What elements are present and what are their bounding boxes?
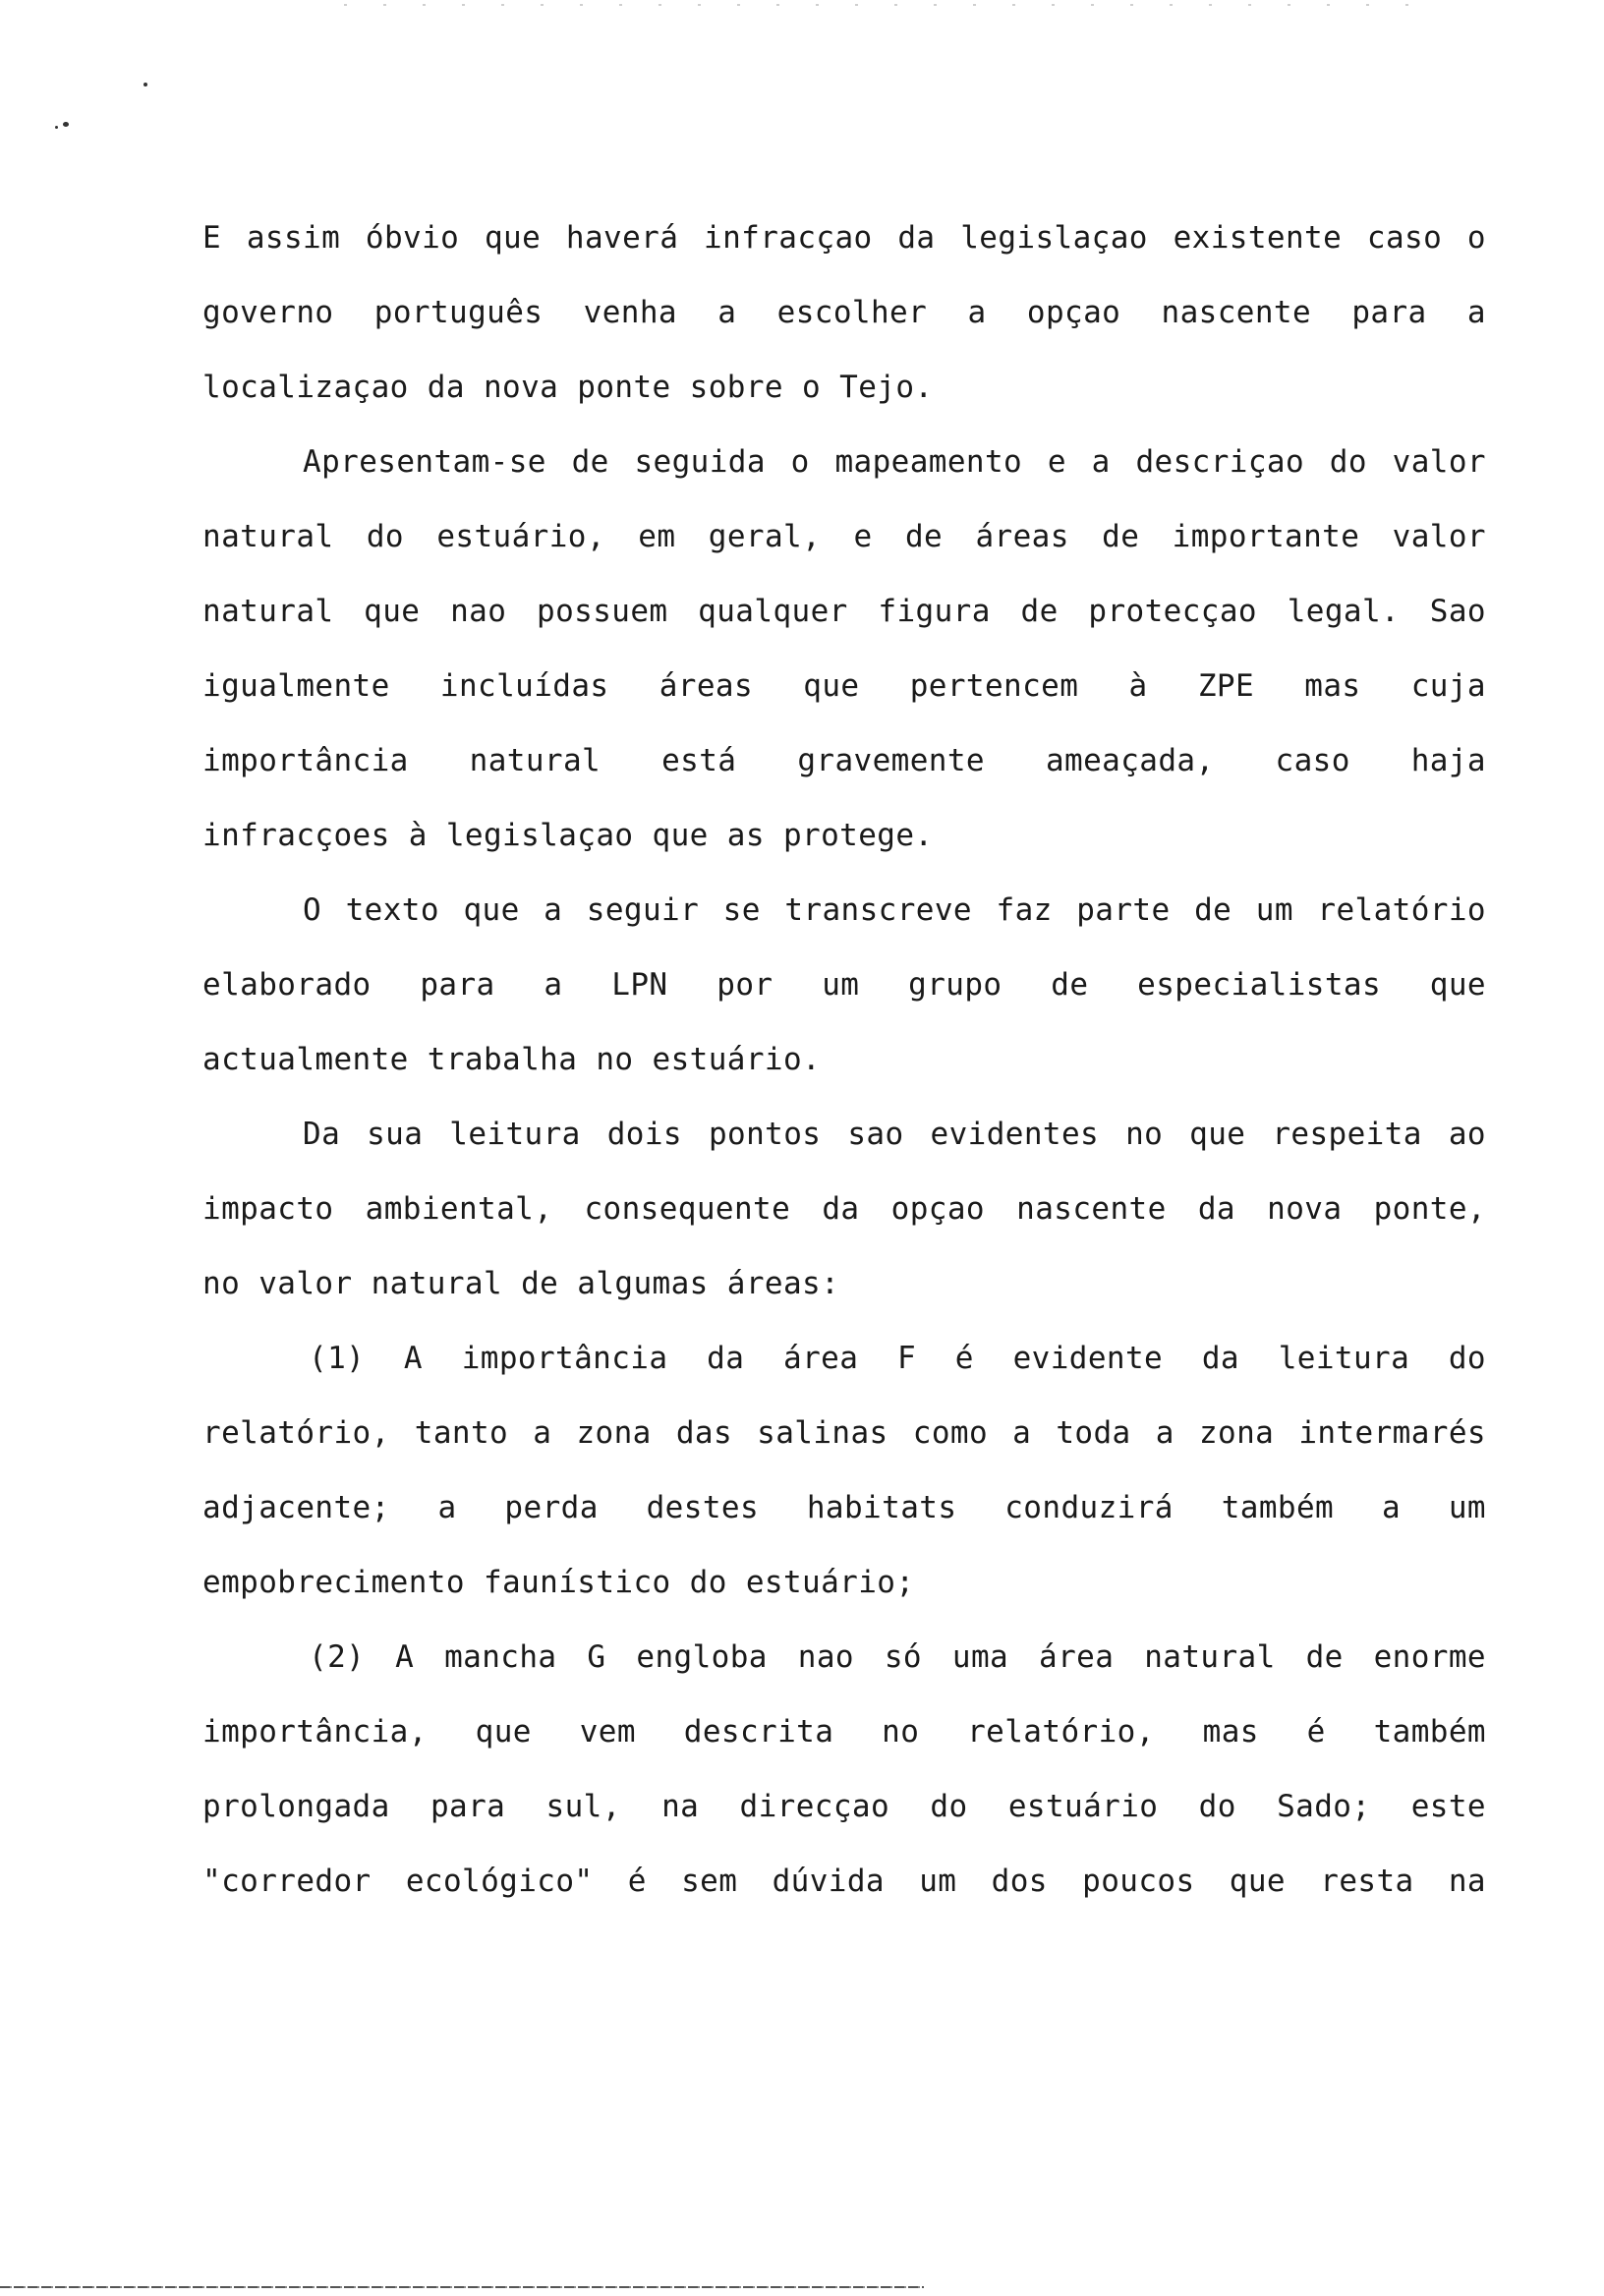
text-line: importância, que vem descrita no relatório, mas é também [202,1714,1486,1750]
text-line: no valor natural de algumas áreas: [202,1266,840,1301]
text-line: elaborado para a LPN por um grupo de especialistas que [202,967,1486,1003]
text-line: actualmente trabalha no estuário. [202,1042,822,1077]
ink-speck [55,126,58,129]
ink-speck [143,83,147,86]
text-line: "corredor ecológico" é sem dúvida um dos poucos que resta na [202,1864,1486,1899]
text-line: Da sua leitura dois pontos sao evidentes no que respeita ao [303,1117,1486,1152]
text-line: empobrecimento faunístico do estuário; [202,1565,915,1600]
text-line: igualmente incluídas áreas que pertencem à ZPE mas cuja [202,668,1486,704]
scan-artifact-top [344,4,1425,6]
text-line: O texto que a seguir se transcreve faz parte de um relatório [303,892,1486,928]
text-line: infracçoes à legislaçao que as protege. [202,818,934,853]
text-line: adjacente; a perda destes habitats conduzirá também a um [202,1490,1486,1525]
ink-speck [63,122,69,127]
text-line: relatório, tanto a zona das salinas como a toda a zona intermarés [202,1415,1486,1451]
text-line: importância natural está gravemente ameaçada, caso haja [202,743,1486,778]
text-line: natural do estuário, em geral, e de áreas de importante valor [202,519,1486,554]
text-line: localizaçao da nova ponte sobre o Tejo. [202,370,934,405]
body-text [202,208,1486,1926]
text-line: prolongada para sul, na direcçao do estuário do Sado; este [202,1789,1486,1824]
text-line: E assim óbvio que haverá infracçao da legislaçao existente caso o [202,220,1486,256]
scan-artifact-bottom [0,2286,924,2288]
list-item-line: (1) A importância da área F é evidente da leitura do [309,1341,1486,1376]
text-line: impacto ambiental, consequente da opçao nascente da nova ponte, [202,1191,1486,1227]
text-line: Apresentam-se de seguida o mapeamento e a descriçao do valor [303,444,1486,480]
text-line: natural que nao possuem qualquer figura de protecçao legal. Sao [202,594,1486,629]
text-line: governo português venha a escolher a opçao nascente para a [202,295,1486,330]
list-item-line: (2) A mancha G engloba nao só uma área natural de enorme [309,1639,1486,1675]
